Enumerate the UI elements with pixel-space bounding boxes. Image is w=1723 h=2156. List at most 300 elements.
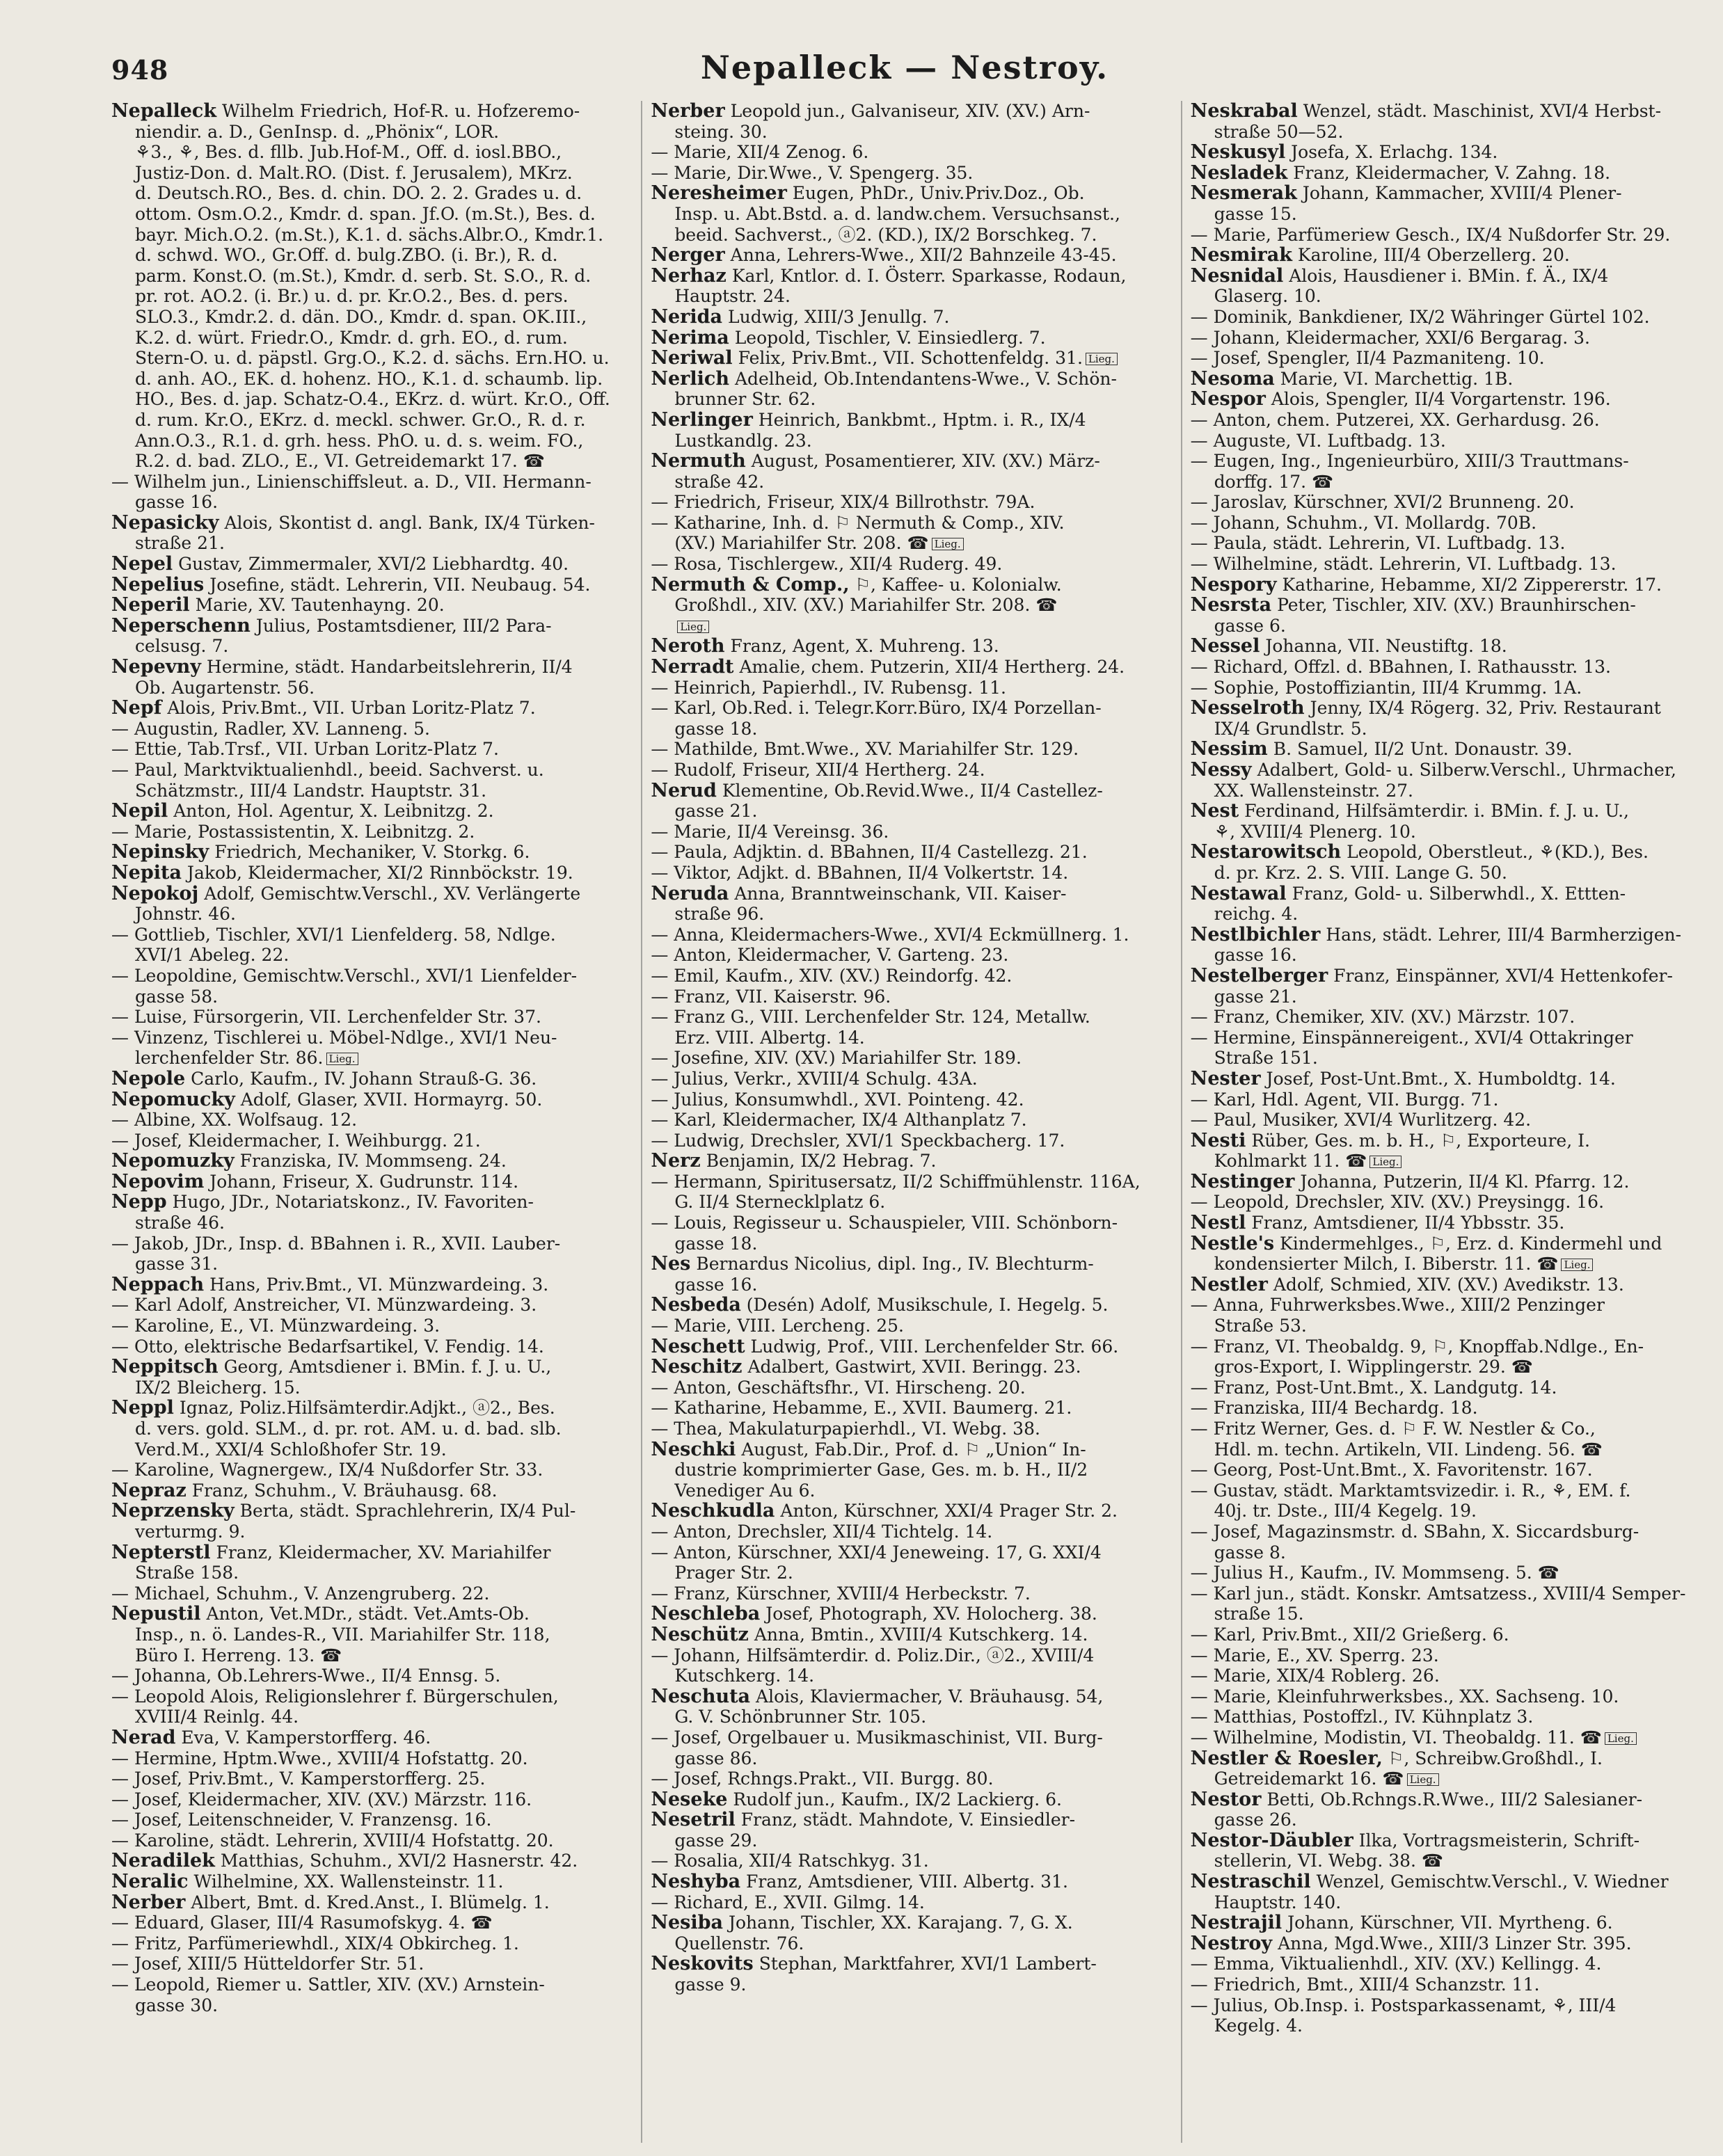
directory-entry [1191, 204, 1712, 225]
entry-surname: Nesladek [1190, 161, 1288, 184]
entry-text: — Heinrich, Papierhdl., IV. Rubensg. 11. [651, 677, 1006, 698]
column-right [1191, 101, 1712, 2143]
directory-entry [651, 1789, 1172, 1810]
entry-text: — Vinzenz, Tischlerei u. Möbel-Ndlge., XVI/1 Neu- [111, 1027, 557, 1048]
entry-text: — Louis, Regisseur u. Schauspieler, VIII. Schönborn- [651, 1213, 1118, 1233]
entry-text: Straße 53. [1214, 1316, 1307, 1336]
entry-text: — Anton, Kleidermacher, V. Garteng. 23. [651, 945, 1009, 966]
entry-text: — Gottlieb, Tischler, XVI/1 Lienfelderg. 58, Ndlge. [111, 924, 556, 945]
entry-text: — Josef, Kleidermacher, XIV. (XV.) Märzstr. 116. [111, 1789, 532, 1810]
directory-entry [1191, 1913, 1712, 1933]
entry-text: — Hermine, Hptm.Wwe., XVIII/4 Hofstattg. 20. [111, 1748, 528, 1768]
directory-entry [651, 1295, 1172, 1316]
directory-entry [1191, 1213, 1712, 1233]
entry-text: — Anna, Fuhrwerksbes.Wwe., XIII/2 Penzinger [1190, 1295, 1605, 1316]
directory-entry [1191, 966, 1712, 987]
entry-text: August, Fab.Dir., Prof. d. ⚐ „Union“ In- [741, 1439, 1086, 1460]
entry-text: Anna, Lehrers-Wwe., XII/2 Bahnzeile 43-45. [730, 245, 1117, 266]
entry-surname: Neschkudla [651, 1500, 775, 1522]
entry-text: Alois, Hausdiener i. BMin. f. Ä., IX/4 [1289, 265, 1609, 286]
directory-entry [651, 1480, 1172, 1501]
directory-entry [651, 575, 1172, 596]
entry-text: Ludwig, Prof., VIII. Lerchenfelder Str. 66. [750, 1336, 1119, 1357]
entry-text: Wenzel, Gemischtw.Verschl., V. Wiedner [1316, 1871, 1669, 1892]
directory-entry [1191, 554, 1712, 575]
directory-entry [1191, 1954, 1712, 1974]
entry-surname: Nermuth [651, 450, 746, 472]
entry-text: Anna, Bmtin., XVIII/4 Kutschkerg. 14. [754, 1624, 1088, 1645]
directory-entry [651, 1254, 1172, 1275]
entry-surname: Neschki [651, 1438, 736, 1460]
directory-entry [651, 369, 1172, 390]
directory-entry [651, 1686, 1172, 1707]
entry-text: — Marie, Dir.Wwe., V. Spengerg. 35. [651, 162, 974, 183]
entry-text: — Anton, Drechsler, XII/4 Tichtelg. 14. [651, 1521, 993, 1542]
entry-text: Karoline, III/4 Oberzellerg. 20. [1297, 245, 1570, 266]
directory-entry [1191, 595, 1712, 616]
entry-text: — Marie, Parfümeriew Gesch., IX/4 Nußdorfer Str. 29. [1190, 224, 1671, 245]
entry-surname: Nepinsky [111, 841, 209, 863]
entry-text: — Matthias, Postoffzl., IV. Kühnplatz 3. [1190, 1707, 1534, 1727]
entry-surname: Neshyba [651, 1871, 741, 1893]
directory-entry [651, 472, 1172, 493]
directory-entry [111, 616, 633, 637]
entry-text: XVIII/4 Reinlg. 44. [135, 1707, 299, 1727]
entry-text: ottom. Osm.O.2., Kmdr. d. span. Jf.O. (m.St.), Bes. d. [135, 203, 596, 224]
entry-text: Marie, VI. Marchettig. 1B. [1280, 368, 1514, 389]
entry-text: Peter, Tischler, XIV. (XV.) Braunhirschen- [1277, 595, 1636, 616]
entry-text: Erz. VIII. Albertg. 14. [674, 1027, 865, 1048]
entry-text: — Josef, Spengler, II/4 Pazmaniteng. 10. [1190, 348, 1545, 369]
entry-text: brunner Str. 62. [674, 389, 816, 410]
entry-text: — Marie, E., XV. Sperrg. 23. [1190, 1645, 1439, 1666]
entry-text: Stephan, Marktfahrer, XVI/1 Lambert- [759, 1954, 1097, 1974]
entry-text: — Karoline, städt. Lehrerin, XVIII/4 Hofstattg. 20. [111, 1830, 554, 1851]
directory-entry [111, 884, 633, 904]
entry-text: Adalbert, Gastwirt, XVII. Beringg. 23. [747, 1357, 1081, 1378]
entry-text: Wenzel, städt. Maschinist, XVI/4 Herbst- [1303, 101, 1662, 121]
directory-entry [651, 1727, 1172, 1748]
entry-surname: Nepterstl [111, 1541, 211, 1563]
entry-text: Verd.M., XXI/4 Schloßhofer Str. 19. [135, 1439, 447, 1460]
entry-text: Straße 151. [1214, 1048, 1318, 1069]
entry-text: ⚘, XVIII/4 Plenerg. 10. [1214, 821, 1416, 842]
entry-text: celsusg. 7. [135, 636, 229, 657]
entry-surname: Neppitsch [111, 1356, 219, 1378]
directory-entry [651, 760, 1172, 781]
directory-entry [1191, 760, 1712, 781]
directory-entry [1191, 1233, 1712, 1254]
entry-text: Johann, Tischler, XX. Karajang. 7, G. X. [728, 1913, 1073, 1933]
directory-entry [651, 904, 1172, 925]
directory-entry [651, 719, 1172, 740]
entry-surname: Nepita [111, 861, 182, 884]
entry-text: G. II/4 Sternecklplatz 6. [674, 1192, 886, 1213]
entry-text: — Leopold Alois, Religionslehrer f. Bürgerschulen, [111, 1686, 559, 1707]
entry-text: d. schwd. WO., Gr.Off. d. bulg.ZBO. (i. Br.), R. d. [135, 245, 558, 266]
entry-surname: Neppl [111, 1397, 174, 1419]
directory-entry [651, 1810, 1172, 1830]
directory-entry [1191, 1522, 1712, 1542]
directory-entry [111, 945, 633, 966]
directory-entry [651, 1151, 1172, 1172]
registered-mark: Lieg. [1407, 1773, 1439, 1786]
directory-entry [111, 1748, 633, 1769]
directory-entry [111, 1378, 633, 1398]
directory-entry [651, 513, 1172, 534]
directory-entry [111, 451, 633, 472]
entry-text: Eugen, PhDr., Univ.Priv.Doz., Ob. [792, 183, 1085, 204]
entry-surname: Nepomucky [111, 1088, 235, 1110]
entry-text: — Auguste, VI. Luftbadg. 13. [1190, 430, 1446, 451]
entry-text: — Franziska, III/4 Bechardg. 18. [1190, 1398, 1478, 1419]
entry-text: — Karoline, E., VI. Münzwardeing. 3. [111, 1316, 440, 1336]
entry-text: — Jakob, JDr., Insp. d. BBahnen i. R., XVII. Lauber- [111, 1233, 561, 1254]
directory-entry [1191, 1439, 1712, 1460]
entry-text: — Anton, Kürschner, XXI/4 Jeneweing. 17, G. XXI/4 [651, 1542, 1102, 1563]
directory-entry [651, 1892, 1172, 1913]
directory-entry [111, 575, 633, 596]
entry-text: — Friedrich, Friseur, XIX/4 Billrothstr. 79A. [651, 492, 1035, 513]
entry-text: — Georg, Post-Unt.Bmt., X. Favoritenstr. 167. [1190, 1460, 1593, 1480]
entry-surname: Neseke [651, 1788, 728, 1810]
page-header [111, 49, 1698, 97]
entry-text: — Wilhelm jun., Linienschiffsleut. a. D., VII. Hermann- [111, 471, 591, 492]
directory-entry [111, 533, 633, 554]
directory-entry [1191, 1501, 1712, 1522]
entry-text: — Viktor, Adjkt. d. BBahnen, II/4 Volkertstr. 14. [651, 862, 1069, 883]
directory-entry [651, 163, 1172, 184]
directory-entry [1191, 925, 1712, 945]
entry-text: Gustav, Zimmermaler, XVI/2 Liebhardtg. 40. [178, 554, 569, 575]
entry-text: Kegelg. 4. [1214, 2015, 1303, 2036]
directory-entry [651, 1007, 1172, 1028]
directory-entry [1191, 1254, 1712, 1275]
entry-text: — Ettie, Tab.Trsf., VII. Urban Loritz-Platz 7. [111, 739, 499, 760]
directory-entry [651, 183, 1172, 204]
directory-entry [111, 1069, 633, 1089]
directory-entry [111, 1810, 633, 1830]
entry-text: — Hermine, Einspännereigent., XVI/4 Ottakringer [1190, 1027, 1633, 1048]
directory-entry [1191, 513, 1712, 534]
entry-text: Großhdl., XIV. (XV.) Mariahilfer Str. 208. ☎ [674, 595, 1058, 616]
entry-text: Justiz-Don. d. Malt.RO. (Dist. f. Jerusalem), MKrz. [135, 162, 573, 183]
directory-entry [651, 1542, 1172, 1563]
directory-entry [651, 1336, 1172, 1357]
entry-text: — Ludwig, Drechsler, XVI/1 Speckbacherg. 17. [651, 1130, 1065, 1151]
directory-entry [111, 1480, 633, 1501]
directory-entry [651, 1089, 1172, 1110]
column-left [111, 101, 633, 2143]
entry-text: Franz, Agent, X. Muhreng. 13. [730, 636, 999, 657]
directory-entry [1191, 698, 1712, 719]
directory-entry [651, 1871, 1172, 1892]
registered-mark: Lieg. [932, 538, 964, 550]
entry-text: — Josef, XIII/5 Hütteldorfer Str. 51. [111, 1954, 424, 1974]
entry-text: Hdl. m. techn. Artikeln, VII. Lindeng. 56. ☎ [1214, 1439, 1603, 1460]
entry-text: — Josef, Priv.Bmt., V. Kamperstorfferg. 25. [111, 1768, 486, 1789]
entry-text: — Eugen, Ing., Ingenieurbüro, XIII/3 Trauttmans- [1190, 451, 1629, 472]
directory-entry [651, 1460, 1172, 1480]
entry-text: Hermine, städt. Handarbeitslehrerin, II/4 [206, 657, 573, 678]
entry-surname: Nesbeda [651, 1294, 741, 1316]
entry-text: gasse 26. [1214, 1810, 1297, 1830]
directory-entry [1191, 1851, 1712, 1871]
directory-entry [111, 1172, 633, 1192]
entry-text: — Emil, Kaufm., XIV. (XV.) Reindorfg. 42. [651, 965, 1013, 986]
directory-entry [1191, 1604, 1712, 1624]
entry-text: — Rosalia, XII/4 Ratschkyg. 31. [651, 1851, 929, 1871]
directory-entry [111, 389, 633, 410]
entry-text: ⚘3., ⚘, Bes. d. fllb. Jub.Hof-M., Off. d. iosl.BBO., [135, 142, 562, 163]
directory-entry [111, 904, 633, 925]
directory-entry [651, 1913, 1172, 1933]
entry-surname: Nepevny [111, 656, 201, 678]
directory-entry [1191, 1275, 1712, 1295]
directory-entry [651, 1378, 1172, 1398]
directory-entry [111, 1686, 633, 1707]
entry-surname: Nestawal [1190, 882, 1287, 904]
directory-entry [1191, 616, 1712, 637]
directory-entry [651, 1398, 1172, 1419]
directory-entry [651, 451, 1172, 472]
directory-entry [651, 987, 1172, 1007]
entry-surname: Nestor-Däubler [1190, 1829, 1353, 1851]
entry-surname: Nepil [111, 800, 168, 822]
directory-entry [1191, 225, 1712, 246]
directory-entry [1191, 1069, 1712, 1089]
directory-entry [111, 1542, 633, 1563]
entry-text: steing. 30. [674, 121, 768, 142]
entry-text: verturmg. 9. [135, 1521, 246, 1542]
entry-text: — Johann, Schuhm., VI. Mollardg. 70B. [1190, 512, 1537, 533]
directory-entry [1191, 1007, 1712, 1028]
directory-entry [1191, 163, 1712, 184]
directory-entry [111, 1583, 633, 1604]
entry-text: Alois, Skontist d. angl. Bank, IX/4 Türken- [224, 512, 595, 533]
directory-entry [651, 328, 1172, 349]
entry-surname: Nessel [1190, 635, 1260, 657]
directory-entry [1191, 1624, 1712, 1645]
entry-text: Johann, Kürschner, VII. Myrtheng. 6. [1287, 1913, 1613, 1933]
directory-entry [1191, 1048, 1712, 1069]
entry-text: Wilhelm Friedrich, Hof-R. u. Hofzeremo- [222, 101, 580, 121]
entry-text: niendir. a. D., GenInsp. d. „Phönix“, LOR. [135, 121, 500, 142]
entry-text: d. rum. Kr.O., EKrz. d. meckl. schwer. Gr.O., R. d. r. [135, 409, 586, 430]
directory-entry [1191, 286, 1712, 307]
directory-entry [111, 1131, 633, 1151]
directory-entry [111, 410, 633, 431]
directory-entry [111, 1604, 633, 1624]
entry-text: — Karl, Hdl. Agent, VII. Burgg. 71. [1190, 1089, 1499, 1110]
entry-text: straße 46. [135, 1213, 225, 1233]
entry-surname: Nepelius [111, 573, 205, 596]
entry-text: IX/2 Bleicherg. 15. [135, 1377, 301, 1398]
entry-text: — Karl jun., städt. Konskr. Amtsatzess., XVIII/4 Semper- [1190, 1583, 1686, 1604]
entry-text: d. Deutsch.RO., Bes. d. chin. DO. 2. 2. Grades u. d. [135, 183, 582, 204]
directory-entry [1191, 863, 1712, 884]
entry-text: Leopold, Tischler, V. Einsiedlerg. 7. [734, 327, 1046, 348]
entry-text: — Dominik, Bankdiener, IX/2 Währinger Gürtel 102. [1190, 306, 1650, 327]
directory-entry [1191, 1563, 1712, 1583]
directory-entry [111, 657, 633, 678]
entry-text: — Albine, XX. Wolfsaug. 12. [111, 1110, 358, 1131]
directory-entry [111, 163, 633, 184]
entry-text: — Anton, chem. Putzerei, XX. Gerhardusg. 26. [1190, 409, 1600, 430]
entry-surname: Nerhaz [651, 264, 726, 287]
entry-surname: Neresheimer [651, 182, 787, 205]
directory-entry [111, 1851, 633, 1871]
entry-text: — Josef, Leitenschneider, V. Franzensg. 16. [111, 1810, 492, 1830]
directory-entry [1191, 822, 1712, 843]
entry-text: — Josefine, XIV. (XV.) Mariahilfer Str. 189. [651, 1048, 1022, 1069]
directory-entry [111, 1398, 633, 1419]
entry-text: Josef, Photograph, XV. Holocherg. 38. [765, 1604, 1097, 1624]
directory-entry [1191, 1789, 1712, 1810]
entry-text: 40j. tr. Dste., III/4 Kegelg. 19. [1214, 1501, 1477, 1522]
directory-entry [111, 225, 633, 246]
directory-entry [651, 1419, 1172, 1439]
entry-text: — Marie, Kleinfuhrwerksbes., XX. Sachseng. 10. [1190, 1686, 1619, 1707]
entry-surname: Neschleba [651, 1603, 761, 1625]
entry-surname: Nespory [1190, 573, 1277, 596]
directory-entry [651, 925, 1172, 945]
directory-entry [1191, 266, 1712, 287]
entry-text: Marie, XV. Tautenhayng. 20. [195, 595, 445, 616]
directory-entry [1191, 1810, 1712, 1830]
entry-text: Kohlmarkt 11. ☎ [1214, 1151, 1367, 1172]
directory-entry [651, 1357, 1172, 1378]
entry-surname: Nest [1190, 800, 1239, 822]
directory-entry [111, 1522, 633, 1542]
entry-text: Adolf, Glaser, XVII. Hormayrg. 50. [240, 1089, 543, 1110]
directory-entry [111, 1254, 633, 1275]
entry-text: — Marie, II/4 Vereinsg. 36. [651, 821, 889, 842]
registered-mark: Lieg. [326, 1053, 358, 1065]
entry-text: Franz, Amtsdiener, VIII. Albertg. 31. [746, 1871, 1068, 1892]
directory-entry [1191, 245, 1712, 266]
directory-entry [651, 122, 1172, 143]
directory-entry [1191, 1192, 1712, 1213]
entry-surname: Nepomuzky [111, 1150, 235, 1172]
directory-entry [651, 822, 1172, 843]
directory-entry [111, 369, 633, 390]
entry-text: — Augustin, Radler, XV. Lanneng. 5. [111, 718, 430, 739]
entry-text: HO., Bes. d. jap. Schatz-O.4., EKrz. d. würt. Kr.O., Off. [135, 389, 610, 410]
entry-text: — Leopold, Drechsler, XIV. (XV.) Preysingg. 16. [1190, 1192, 1605, 1213]
directory-entry [1191, 1316, 1712, 1336]
directory-entry [111, 1460, 633, 1480]
directory-entry [1191, 719, 1712, 740]
entry-text: gros-Export, I. Wipplingerstr. 29. ☎ [1214, 1357, 1533, 1378]
entry-text: — Emma, Viktualienhdl., XIV. (XV.) Kellingg. 4. [1190, 1954, 1602, 1974]
entry-text: XVI/1 Abeleg. 22. [135, 945, 289, 966]
entry-text: Glaserg. 10. [1214, 286, 1321, 307]
directory-entry [1191, 1398, 1712, 1419]
directory-entry [1191, 533, 1712, 554]
entry-text: — Franz, VI. Theobaldg. 9, ⚐, Knopffab.Ndlge., En- [1190, 1336, 1644, 1357]
directory-entry [1191, 1686, 1712, 1707]
entry-text: (Desén) Adolf, Musikschule, I. Hegelg. 5. [746, 1295, 1109, 1316]
entry-text: — Eduard, Glaser, III/4 Rasumofskyg. 4. ☎ [111, 1913, 493, 1933]
entry-text: — Paul, Marktviktualienhdl., beeid. Sachverst. u. [111, 760, 544, 780]
directory-entry [1191, 842, 1712, 863]
entry-surname: Nepole [111, 1067, 186, 1089]
directory-entry [111, 1233, 633, 1254]
directory-entry [111, 307, 633, 328]
entry-text: — Gustav, städt. Marktamtsvizedir. i. R., ⚘, EM. f. [1190, 1480, 1631, 1501]
directory-entry [651, 1748, 1172, 1769]
directory-entry [111, 1563, 633, 1583]
directory-entry [1191, 1110, 1712, 1131]
entry-text: Büro I. Herreng. 13. ☎ [135, 1645, 342, 1666]
entry-text: K.2. d. würt. Friedr.O., Kmdr. d. grh. EO., d. rum. [135, 327, 568, 348]
entry-surname: Nepel [111, 553, 173, 575]
entry-text: bayr. Mich.O.2. (m.St.), K.1. d. sächs.Albr.O., Kmdr.1. [135, 224, 604, 245]
directory-entry [111, 1151, 633, 1172]
entry-surname: Nestl [1190, 1212, 1246, 1234]
entry-text: gasse 21. [1214, 986, 1297, 1007]
entry-surname: Nesoma [1190, 367, 1275, 390]
directory-entry [111, 1995, 633, 2016]
directory-entry [651, 1624, 1172, 1645]
directory-entry [1191, 472, 1712, 493]
directory-entry [1191, 1460, 1712, 1480]
directory-entry [111, 1295, 633, 1316]
directory-entry [1191, 1295, 1712, 1316]
directory-entry [1191, 142, 1712, 163]
entry-text: — Franz, Chemiker, XIV. (XV.) Märzstr. 107. [1190, 1007, 1575, 1028]
directory-entry [111, 328, 633, 349]
entry-text: — Friedrich, Bmt., XIII/4 Schanzstr. 11. [1190, 1974, 1540, 1995]
entry-text: G. V. Schönbrunner Str. 105. [674, 1707, 927, 1727]
registered-mark: Lieg. [1605, 1732, 1637, 1745]
directory-entry [1191, 739, 1712, 760]
directory-entry [651, 1048, 1172, 1069]
entry-text: straße 42. [674, 471, 765, 492]
entry-surname: Nes [651, 1253, 691, 1275]
entry-text: August, Posamentierer, XIV. (XV.) März- [751, 451, 1100, 472]
directory-entry [111, 925, 633, 945]
column-divider [641, 101, 642, 2143]
directory-entry [111, 1089, 633, 1110]
entry-text: — Johann, Hilfsämterdir. d. Poliz.Dir., ⓐ2., XVIII/4 [651, 1645, 1095, 1666]
directory-entry [651, 348, 1172, 369]
directory-entry [1191, 492, 1712, 513]
entry-surname: Nepasicky [111, 511, 219, 534]
directory-entry [651, 945, 1172, 966]
entry-text: — Richard, E., XVII. Gilmg. 14. [651, 1892, 925, 1913]
entry-text: gasse 16. [674, 1274, 758, 1295]
entry-text: Hugo, JDr., Notariatskonz., IV. Favoriten- [172, 1192, 534, 1213]
entry-text: lerchenfelder Str. 86. [135, 1048, 324, 1069]
entry-text: B. Samuel, II/2 Unt. Donaustr. 39. [1273, 739, 1573, 760]
entry-text: Jenny, IX/4 Rögerg. 32, Priv. Restaurant [1310, 698, 1661, 719]
entry-text: Amalie, chem. Putzerin, XII/4 Hertherg. 24. [739, 657, 1125, 678]
entry-text: Johann, Friseur, X. Gudrunstr. 114. [209, 1171, 519, 1192]
directory-entry [1191, 1645, 1712, 1666]
directory-entry [1191, 101, 1712, 122]
entry-text: Franz, Einspänner, XVI/4 Hettenkofer- [1333, 965, 1673, 986]
entry-text: Josef, Post-Unt.Bmt., X. Humboldtg. 14. [1266, 1068, 1616, 1089]
entry-surname: Nermuth & Comp., [651, 573, 850, 596]
entry-text: — Wilhelmine, städt. Lehrerin, VI. Luftbadg. 13. [1190, 554, 1617, 575]
entry-surname: Nerud [651, 779, 717, 801]
entry-text: d. anh. AO., EK. d. hohenz. HO., K.1. d. schaumb. lip. [135, 368, 603, 389]
directory-entry [111, 678, 633, 698]
entry-text: Hauptstr. 24. [674, 286, 791, 307]
directory-entry [651, 1645, 1172, 1666]
